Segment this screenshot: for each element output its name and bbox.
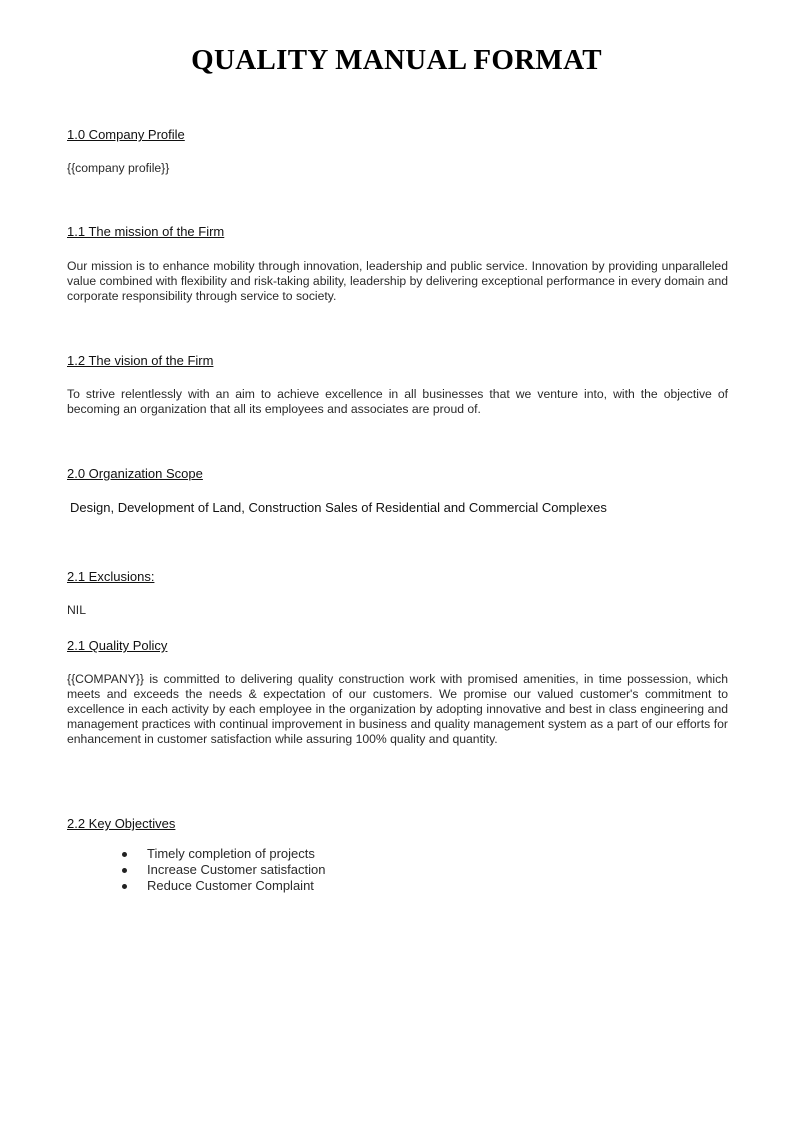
section-scope <box>67 466 728 481</box>
section-heading: 1.2 The vision of the Firm <box>67 353 214 368</box>
exclusions-text: NIL <box>67 603 86 617</box>
bullet-icon <box>122 884 127 889</box>
quality-policy-text: {{COMPANY}} is committed to delivering quality construction work with promised amenities, in time possession, which meets and exceeds the needs & expectation of our customers. We promise our valued customer's commitment to excellence in each activity by each employee in the organization by adopting innovative and best in class engineering and management practices with continual improvement in business and quality management system as a part of our efforts for enhancement in customer satisfaction while assuring 100% quality and quantity. <box>67 672 728 746</box>
section-heading: 1.0 Company Profile <box>67 127 185 142</box>
company-profile-text: {{company profile}} <box>67 161 170 175</box>
section-heading: 2.1 Exclusions: <box>67 569 155 584</box>
section-quality-policy <box>67 638 728 653</box>
list-item-text: Timely completion of projects <box>147 846 315 861</box>
bullet-icon <box>122 852 127 857</box>
list-item <box>117 862 325 878</box>
list-item <box>117 878 325 894</box>
document-title: QUALITY MANUAL FORMAT <box>191 44 602 76</box>
section-heading: 1.1 The mission of the Firm <box>67 224 225 239</box>
section-company-profile <box>67 127 728 142</box>
section-heading: 2.2 Key Objectives <box>67 816 176 831</box>
key-objectives-list <box>117 846 325 894</box>
section-key-objectives <box>67 816 728 831</box>
section-heading: 2.1 Quality Policy <box>67 638 168 653</box>
mission-body <box>67 259 728 304</box>
company-profile-body <box>67 161 728 176</box>
quality-policy-body <box>67 672 728 747</box>
vision-text: To strive relentlessly with an aim to achieve excellence in all businesses that we venture into, with the objective of becoming an organization that all its employees and associates are proud of. <box>67 387 728 416</box>
list-item <box>117 846 325 862</box>
scope-body <box>67 500 728 515</box>
vision-body <box>67 387 728 417</box>
section-mission <box>67 224 728 239</box>
section-vision <box>67 353 728 368</box>
bullet-icon <box>122 868 127 873</box>
mission-text: Our mission is to enhance mobility through innovation, leadership and public service. Innovation by providing unparalleled value combined with flexibility and risk-taking ability, leadership by delivering exceptional performance in every domain and corporate responsibility through service to society. <box>67 259 728 303</box>
section-exclusions <box>67 569 728 584</box>
section-heading: 2.0 Organization Scope <box>67 466 203 481</box>
list-item-text: Reduce Customer Complaint <box>147 878 314 893</box>
scope-text: Design, Development of Land, Construction Sales of Residential and Commercial Complexes <box>70 500 607 515</box>
exclusions-body <box>67 603 728 618</box>
list-item-text: Increase Customer satisfaction <box>147 862 326 877</box>
